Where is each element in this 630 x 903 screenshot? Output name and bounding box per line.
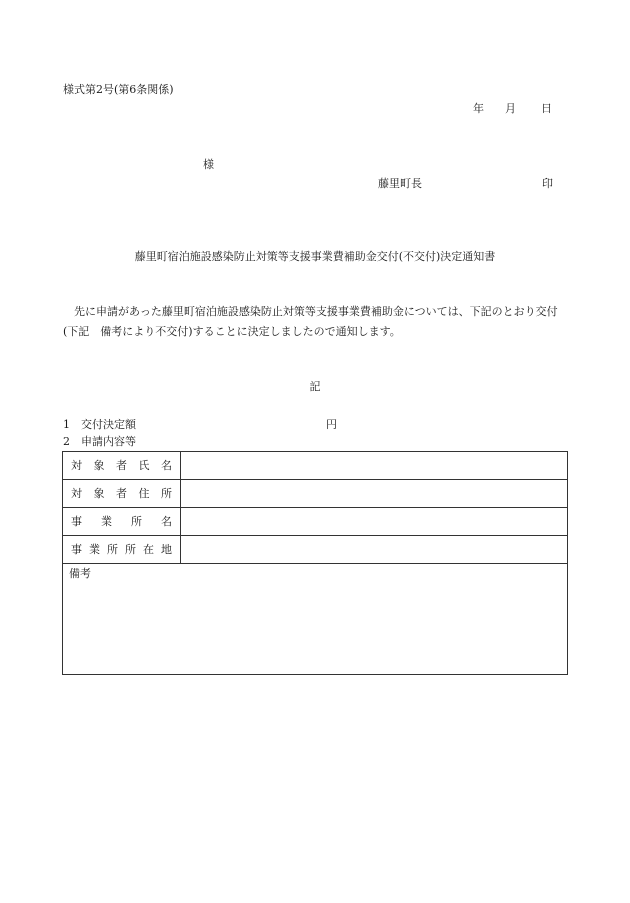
grant-amount-unit: 円 bbox=[326, 418, 337, 431]
row-value-business-location[interactable] bbox=[181, 536, 568, 564]
seal-mark: 印 bbox=[542, 177, 553, 190]
row-value-business-name[interactable] bbox=[181, 508, 568, 536]
form-number: 様式第2号(第6条関係) bbox=[63, 83, 174, 96]
row-value-name[interactable] bbox=[181, 452, 568, 480]
ki-heading: 記 bbox=[309, 380, 321, 393]
date-year-label: 年 bbox=[473, 102, 484, 115]
table-row bbox=[63, 536, 568, 564]
date-day-label: 日 bbox=[541, 102, 552, 115]
table-row bbox=[63, 508, 568, 536]
document-title: 藤里町宿泊施設感染防止対策等支援事業費補助金交付(不交付)決定通知書 bbox=[134, 250, 496, 263]
row-label-address: 対象者住所 bbox=[63, 480, 181, 508]
application-details-label: 2 申請内容等 bbox=[63, 435, 136, 448]
application-details-table bbox=[62, 451, 568, 675]
table-row bbox=[63, 480, 568, 508]
remarks-cell[interactable] bbox=[63, 564, 568, 675]
issuer-name: 藤里町長 bbox=[378, 177, 422, 190]
table-row bbox=[63, 452, 568, 480]
remarks-label: 備考 bbox=[69, 567, 91, 580]
row-value-address[interactable] bbox=[181, 480, 568, 508]
row-label-business-location: 事業所所在地 bbox=[63, 536, 181, 564]
body-text: 先に申請があった藤里町宿泊施設感染防止対策等支援事業費補助金については、下記のとおり交付(下記 備考により不交付)することに決定しましたので通知します。 bbox=[63, 305, 558, 338]
date-month-label: 月 bbox=[505, 102, 516, 115]
remarks-row bbox=[63, 564, 568, 675]
grant-amount-label: 1 交付決定額 bbox=[63, 418, 136, 431]
row-label-business-name: 事業所名 bbox=[63, 508, 181, 536]
date-line bbox=[473, 101, 552, 116]
row-label-name: 対象者氏名 bbox=[63, 452, 181, 480]
addressee-suffix: 様 bbox=[203, 158, 214, 171]
